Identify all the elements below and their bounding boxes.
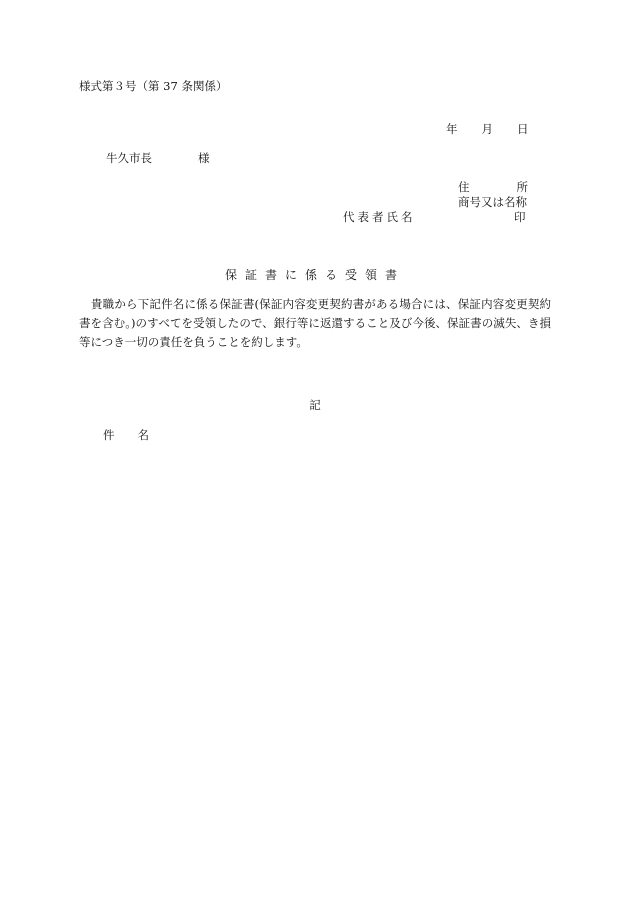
address-label-2: 所 (516, 180, 528, 194)
trade-name-label: 商号又は名称 (458, 195, 527, 209)
date-day: 日 (517, 122, 529, 136)
form-number: 様式第３号（第 37 条関係） (79, 79, 228, 93)
item-label-1: 件 (103, 428, 115, 442)
date-year: 年 (446, 122, 458, 136)
item-label-2: 名 (137, 428, 149, 442)
date-month: 月 (481, 122, 493, 136)
address-label-1: 住 (458, 180, 470, 194)
addressee-line (106, 152, 210, 166)
address-label (458, 181, 528, 195)
addressee-honorific: 様 (198, 151, 210, 165)
date-line (446, 123, 529, 137)
body-paragraph: 貴職から下記件名に係る保証書(保証内容変更契約書がある場合には、保証内容変更契約書を含む。)のすべてを受領したので、銀行等に返還すること及び今後、保証書の滅失、き損等につき一切の責任を負うことを約します。 (79, 297, 551, 349)
document-title: 保証書に係る受領書 (224, 268, 405, 282)
seal-mark: 印 (514, 210, 526, 224)
representative-label: 代表者氏名 (343, 210, 416, 224)
addressee-name: 牛久市長 (106, 151, 152, 165)
item-name-label (103, 429, 149, 443)
ki-heading: 記 (309, 398, 321, 412)
